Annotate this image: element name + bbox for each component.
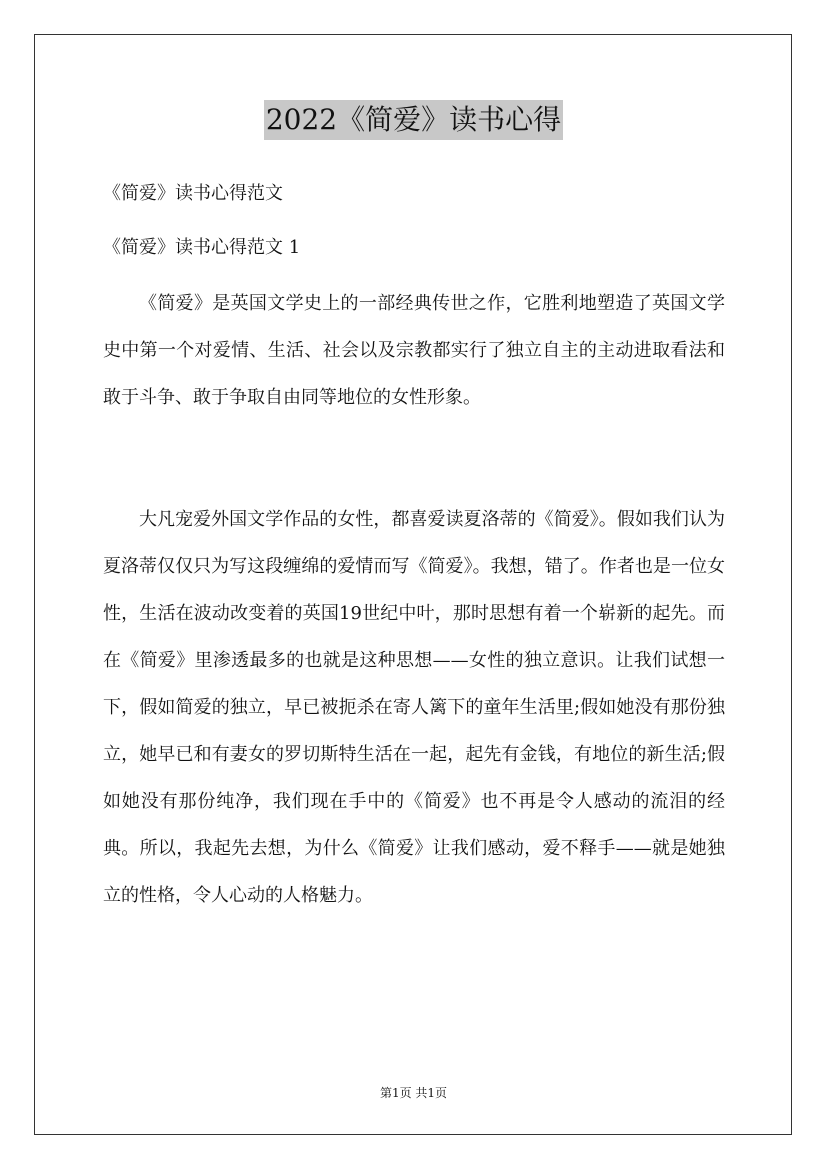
subtitle-line: 《简爱》读书心得范文 xyxy=(103,183,283,204)
paragraph-1: 《简爱》是英国文学史上的一部经典传世之作，它胜利地塑造了英国文学史中第一个对爱情、生活、社会以及宗教都实行了独立自主的主动进取看法和敢于斗争、敢于争取自由同等地位的女性形象。 xyxy=(103,293,725,408)
paragraph-2: 大凡宠爱外国文学作品的女性，都喜爱读夏洛蒂的《简爱》。假如我们认为夏洛蒂仅仅只为写这段缠绵的爱情而写《简爱》。我想，错了。作者也是一位女性，生活在波动改变着的英国19世纪中叶，那时思想有着一个崭新的起先。而在《简爱》里渗透最多的也就是这种思想——女性的独立意识。让我们试想一下，假如简爱的独立，早已被扼杀在寄人篱下的童年生活里;假如她没有那份独立，她早已和有妻女的罗切斯特生活在一起，起先有金钱，有地位的新生活;假如她没有那份纯净，我们现在手中的《简爱》也不再是令人感动的流泪的经典。所以，我起先去想，为什么《简爱》让我们感动，爱不释手——就是她独立的性格，令人心动的人格魅力。 xyxy=(103,509,725,906)
title-container xyxy=(0,100,827,140)
page-footer: 第1页 共1页 xyxy=(379,1086,448,1100)
document-title: 2022《简爱》读书心得 xyxy=(264,100,563,140)
section-heading: 《简爱》读书心得范文 1 xyxy=(103,237,301,258)
